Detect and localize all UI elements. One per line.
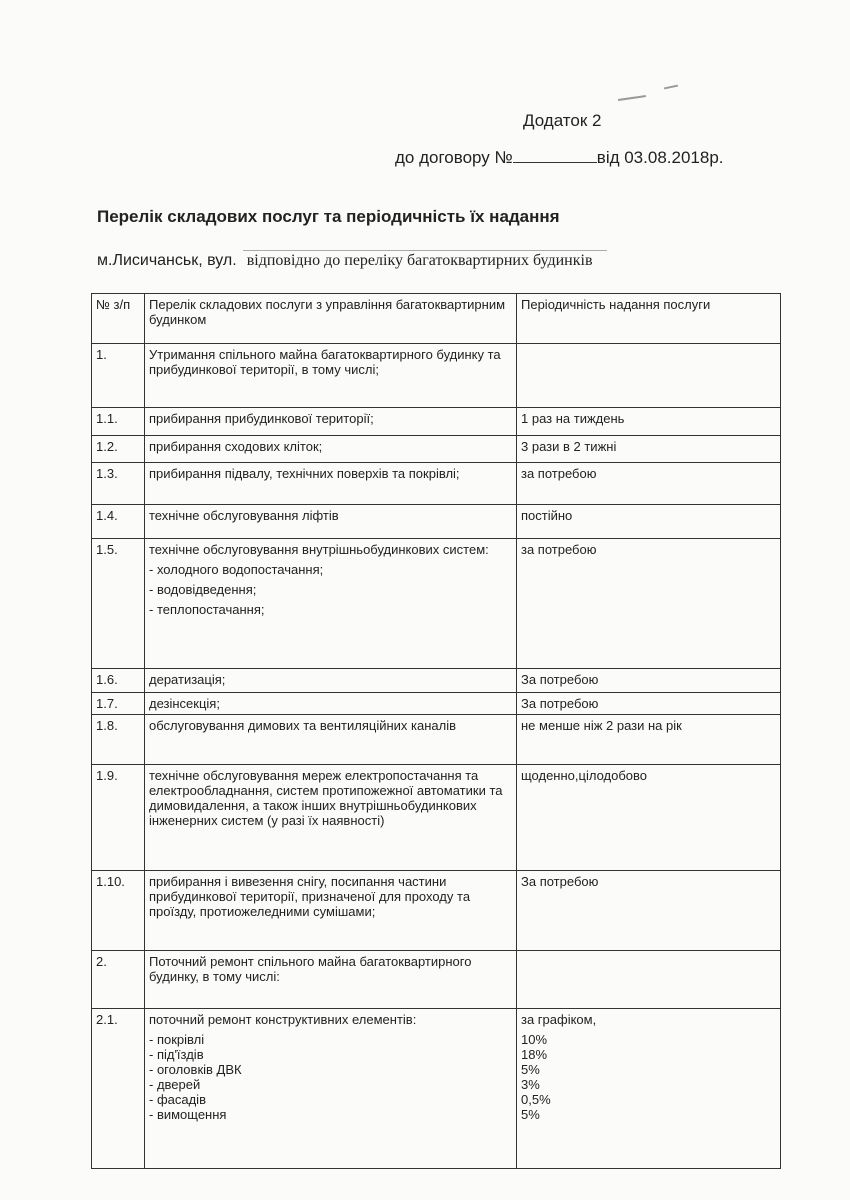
sub-item: - теплопостачання;	[149, 602, 265, 617]
sub-item-frequency: 10%	[521, 1032, 548, 1047]
sub-item-frequency: 0,5%	[521, 1092, 551, 1107]
address-line	[97, 252, 607, 270]
row-service: прибирання сходових кліток;	[145, 436, 517, 463]
sub-item: - холодного водопостачання;	[149, 562, 324, 577]
row-service: прибирання підвалу, технічних поверхів та покрівлі;	[145, 463, 517, 505]
header-service: Перелік складових послуги з управління багатоквартирним будинком	[145, 294, 517, 344]
header-number: № з/п	[92, 294, 145, 344]
row-number: 1.7.	[92, 693, 145, 715]
row-frequency: не менше ніж 2 рази на рік	[517, 715, 781, 765]
scan-speck	[664, 85, 678, 90]
table-row	[92, 408, 781, 436]
sub-item: - дверей	[149, 1077, 201, 1092]
row-service: обслуговування димових та вентиляційних каналів	[145, 715, 517, 765]
row-frequency-title: за графіком,	[521, 1012, 597, 1027]
sub-item: - під'їздів	[149, 1047, 204, 1062]
row-number: 1.4.	[92, 505, 145, 539]
table-row	[92, 1009, 781, 1169]
sub-item: - покрівлі	[149, 1032, 205, 1047]
table-row	[92, 436, 781, 463]
row-service: технічне обслуговування мереж електропостачання та електрообладнання, систем протипожежної автоматики та димовидалення, а також інших внутрішньобудинкових інженерних систем (у разі їх наявності)	[145, 765, 517, 871]
row-number: 1.6.	[92, 669, 145, 693]
sub-item: - водовідведення;	[149, 582, 257, 597]
row-frequency: постійно	[517, 505, 781, 539]
sub-item-frequency: 5%	[521, 1062, 540, 1077]
row-number: 1.	[92, 344, 145, 408]
table-row	[92, 693, 781, 715]
header-frequency: Періодичність надання послуги	[517, 294, 781, 344]
row-service: прибирання і вивезення снігу, посипання частини прибудинкової території, призначеної для проходу та проїзду, протиожеледними сумішами;	[145, 871, 517, 951]
row-frequency: щоденно,цілодобово	[517, 765, 781, 871]
row-frequency: За потребою	[517, 871, 781, 951]
row-service: дератизація;	[145, 669, 517, 693]
services-table	[91, 293, 781, 1169]
row-frequency: За потребою	[517, 669, 781, 693]
table-row	[92, 463, 781, 505]
table-row	[92, 871, 781, 951]
row-number: 1.1.	[92, 408, 145, 436]
row-frequency	[517, 1009, 781, 1169]
row-frequency: 3 рази в 2 тижні	[517, 436, 781, 463]
table-row	[92, 505, 781, 539]
page-title: Перелік складових послуг та періодичність їх надання	[97, 207, 560, 226]
contract-date: від 03.08.2018р.	[596, 148, 724, 167]
row-frequency	[517, 951, 781, 1009]
row-number: 1.3.	[92, 463, 145, 505]
table-row	[92, 344, 781, 408]
row-number: 2.1.	[92, 1009, 145, 1169]
row-number: 1.8.	[92, 715, 145, 765]
table-row	[92, 669, 781, 693]
row-number: 1.10.	[92, 871, 145, 951]
row-service-title: технічне обслуговування внутрішньобудинкових систем:	[149, 542, 489, 557]
scan-speck	[618, 95, 646, 101]
row-service: Утримання спільного майна багатоквартирного будинку та прибудинкової території, в тому числі;	[145, 344, 517, 408]
row-number: 2.	[92, 951, 145, 1009]
contract-number-blank	[513, 148, 597, 163]
sub-item-frequency: 18%	[521, 1047, 548, 1062]
sub-item-frequency: 3%	[521, 1077, 540, 1092]
addendum-label: Додаток 2	[523, 111, 602, 130]
contract-reference	[395, 148, 724, 168]
row-number: 1.5.	[92, 539, 145, 669]
sub-item: - фасадів	[149, 1092, 206, 1107]
table-header-row	[92, 294, 781, 344]
row-service	[145, 539, 517, 669]
sub-item: - вимощення	[149, 1107, 227, 1122]
row-frequency: за потребою	[517, 463, 781, 505]
address-value: відповідно до переліку багатоквартирних будинків	[243, 250, 607, 270]
address-label: м.Лисичанськ, вул.	[97, 252, 237, 269]
row-number: 1.9.	[92, 765, 145, 871]
row-frequency: за потребою	[517, 539, 781, 669]
row-frequency: 1 раз на тиждень	[517, 408, 781, 436]
row-service-title: поточний ремонт конструктивних елементів:	[149, 1012, 417, 1027]
table-row	[92, 715, 781, 765]
row-service: Поточний ремонт спільного майна багатоквартирного будинку, в тому числі:	[145, 951, 517, 1009]
table-row	[92, 951, 781, 1009]
row-service: технічне обслуговування ліфтів	[145, 505, 517, 539]
row-frequency	[517, 344, 781, 408]
sub-item-frequency: 5%	[521, 1107, 540, 1122]
row-service: прибирання прибудинкової території;	[145, 408, 517, 436]
row-number: 1.2.	[92, 436, 145, 463]
row-service	[145, 1009, 517, 1169]
table-row	[92, 539, 781, 669]
table-row	[92, 765, 781, 871]
contract-prefix: до договору №	[395, 148, 513, 167]
row-frequency: За потребою	[517, 693, 781, 715]
sub-item: - оголовків ДВК	[149, 1062, 242, 1077]
row-service: дезінсекція;	[145, 693, 517, 715]
